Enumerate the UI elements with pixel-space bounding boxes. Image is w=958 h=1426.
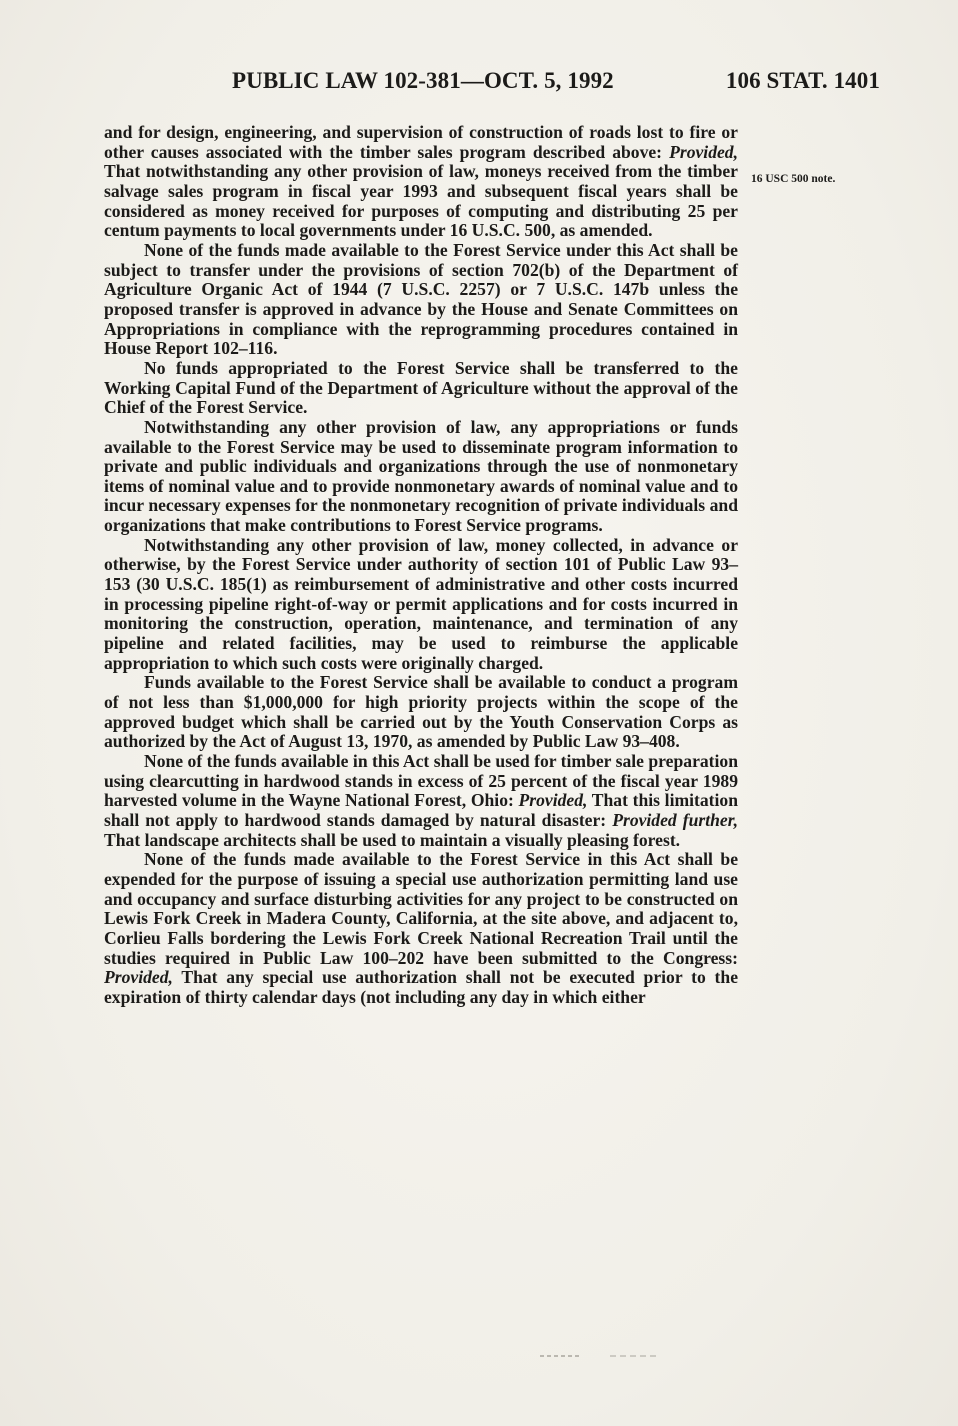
document-body bbox=[104, 123, 738, 1008]
running-head bbox=[232, 68, 880, 108]
margin-citation-note: 16 USC 500 note. bbox=[751, 173, 836, 185]
proviso: Provided, bbox=[104, 967, 173, 988]
paragraph-8: None of the funds made available to the Forest Service in this Act shall be expended for the purpose of issuing a special use authorization permitting land use and occupancy and surface disturbing activities for any project to be constructed on Lewis Fork Creek in Madera County, California, at the site above, and adjacent to, Corlieu Falls bordering the Lewis Fork Creek National Recreation Trail until the studies required in Public Law 100–202 have been submitted to the Congress: Provided, That any special use authorization shall not be executed prior to the expiration of thirty calendar days (not including any day in which either bbox=[104, 849, 738, 1007]
statute-page-number: 106 STAT. 1401 bbox=[725, 68, 880, 93]
paragraph-4: Notwithstanding any other provision of law, any appropriations or funds available to the Forest Service may be used to disseminate program information to private and public individuals and organizations through the use of nonmonetary items of nominal value and to provide nonmonetary awards of nominal value and to incur necessary expenses for the nonmonetary recognition of private individuals and organizations that make contributions to Forest Service programs. bbox=[104, 416, 738, 536]
proviso: Provided, bbox=[669, 141, 738, 162]
paragraph-6: Funds available to the Forest Service shall be available to conduct a program of not less than $1,000,000 for high priority projects within the scope of the approved budget which shall be carried out by the Youth Conservation Corps as authorized by the Act of August 13, 1970, as amended by Public Law 93–408. bbox=[104, 672, 738, 752]
proviso: Provided, bbox=[518, 790, 588, 811]
paragraph-2: None of the funds made available to the Forest Service under this Act shall be subject to transfer under the provisions of section 702(b) of the Department of Agriculture Organic Act of 1944 (7 U.S.C. 2257) or 7 U.S.C. 147b unless the proposed transfer is approved in advance by the House and Senate Committees on Appropriations in compliance with the reprogramming procedures contained in House Report 102–116. bbox=[104, 239, 738, 359]
paragraph-1: and for design, engineering, and supervision of construction of roads lost to fire or other causes associated with the timber sales program described above: Provided, That notwithstanding any other provision of law, moneys received from the timber salvage sales program in fiscal year 1993 and subsequent fiscal years shall be considered as money received for purposes of computing and distributing 25 per centum payments to local governments under 16 U.S.C. 500, as amended. bbox=[104, 122, 738, 241]
scan-smudge bbox=[540, 1353, 660, 1359]
paragraph-7: None of the funds available in this Act shall be used for timber sale preparation using clearcutting in hardwood stands in excess of 25 percent of the fiscal year 1989 harvested volume in the Wayne National Forest, Ohio: Provided, That this limitation shall not apply to hardwood stands damaged by natural disaster: Provided further, That landscape architects shall be used to maintain a visually pleasing forest. bbox=[104, 751, 739, 850]
proviso-further: Provided further, bbox=[612, 809, 739, 830]
paragraph-5: Notwithstanding any other provision of law, money collected, in advance or otherwise, by the Forest Service under authority of section 101 of Public Law 93–153 (30 U.S.C. 185(1) as reimbursement of administrative and other costs incurred in processing pipeline right-of-way or permit applications and for costs incurred in monitoring the construction, operation, maintenance, and termination of any pipeline and related facilities, may be used to reimburse the applicable appropriation to which such costs were originally charged. bbox=[104, 534, 738, 673]
paragraph-3: No funds appropriated to the Forest Service shall be transferred to the Working Capital Fund of the Department of Agriculture without the approval of the Chief of the Forest Service. bbox=[104, 357, 738, 418]
page-title: PUBLIC LAW 102-381—OCT. 5, 1992 bbox=[232, 68, 614, 93]
